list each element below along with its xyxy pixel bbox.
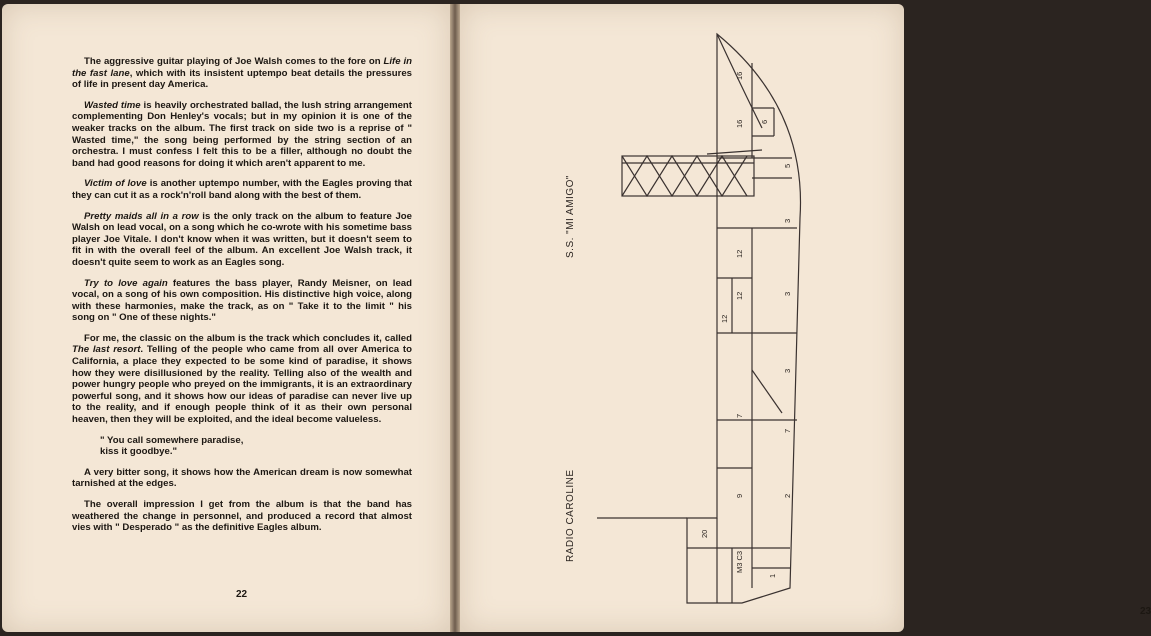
compartment-label: 12 [735,291,744,300]
book-spine [450,4,460,632]
paragraph: The overall impression I get from the album is that the band has weathered the change in personnel, and produced a record that almost vies with " Desperado " as the definitive Eagles album. [72,499,412,534]
paragraph: For me, the classic on the album is the track which concludes it, called The last resort. Telling of the people who came from all over America to California, a place they expected to be some kind of paradise, it shows how they were disillusioned by the reality. Telling also of the wealth and power hungry people who preyed on the immigrants, it is an extraordinary powerful song, and it shows how our ideas of paradise can never live up to the reality, and if enough people think of it as their own personal heaven, then they will be exploited, and the ideal become valueless. [72,332,412,426]
compartment-label: 1 [768,573,777,578]
lyric-quote [100,435,412,458]
compartment-label: M3 C3 [735,550,744,573]
page-number: 23 [1140,606,1151,617]
left-page [2,4,450,632]
mast-lattice [622,156,747,196]
paragraph: Try to love again features the bass player, Randy Meisner, on lead vocal, on a song of his own composition. His distinctive high voice, along with these harmonies, make the track, as on " Take it to the limit " his song on " One of these nights." [72,277,412,324]
compartment-label: 5 [783,163,792,168]
compartment-label: 7 [783,428,792,433]
hull-curve [717,34,762,128]
compartment-label: 3 [783,368,792,373]
quote-line: kiss it goodbye." [100,446,178,458]
paragraph: Wasted time is heavily orchestrated ballad, the lush string arrangement complementing Don Henley's vocals; but in my opinion it is one of the weaker tracks on the album. The first track on side two is a reprise of " Wasted time," the song being performed by the string section of an orchestra. I must confess I felt this to be a filler, although no doubt the band had good reasons for doing it which aren't apparent to me. [72,99,412,169]
compartment-label: 16 [735,71,744,80]
compartment-label: 3 [783,291,792,296]
ship-name-label: S.S. "MI AMIGO" [565,175,576,258]
compartment-label: 7 [735,413,744,418]
paragraph: A very bitter song, it shows how the American dream is now somewhat tarnished at the edges. [72,466,412,490]
compartment-label: 6 [760,119,769,124]
ship-cross-section-diagram [592,28,812,608]
crow-deck [707,150,762,154]
quote-line: " You call somewhere paradise, [100,434,244,446]
compartment-label: 12 [720,314,729,323]
compartment-label: 2 [783,493,792,498]
diagonal-brace [752,370,782,413]
article-text [72,56,412,543]
compartment-label: 3 [783,218,792,223]
compartment-label: 12 [735,249,744,258]
paragraph: Victim of love is another uptempo number, with the Eagles proving that they can cut it as a rock'n'roll band along with the best of them. [72,178,412,201]
station-name-label: RADIO CAROLINE [565,469,576,562]
compartment-label: 20 [700,529,709,538]
paragraph: The aggressive guitar playing of Joe Walsh comes to the fore on Life in the fast lane, which with its insistent uptempo beat details the pressures of life in present day America. [72,56,413,91]
page-number: 22 [236,589,248,600]
compartment-label: 9 [735,493,744,498]
paragraph: Pretty maids all in a row is the only track on the album to feature Joe Walsh on lead vocal, on a song which he co-wrote with his sometime bass player Joe Vitale. I don't know when it was written, but it doesn't seem to fit in with the overall feel of the album. An excellent Joe Walsh track, it doesn't quite seem to work as an Eagles song. [72,210,412,268]
hull-outline [687,34,801,603]
compartment-label: 16 [735,119,744,128]
